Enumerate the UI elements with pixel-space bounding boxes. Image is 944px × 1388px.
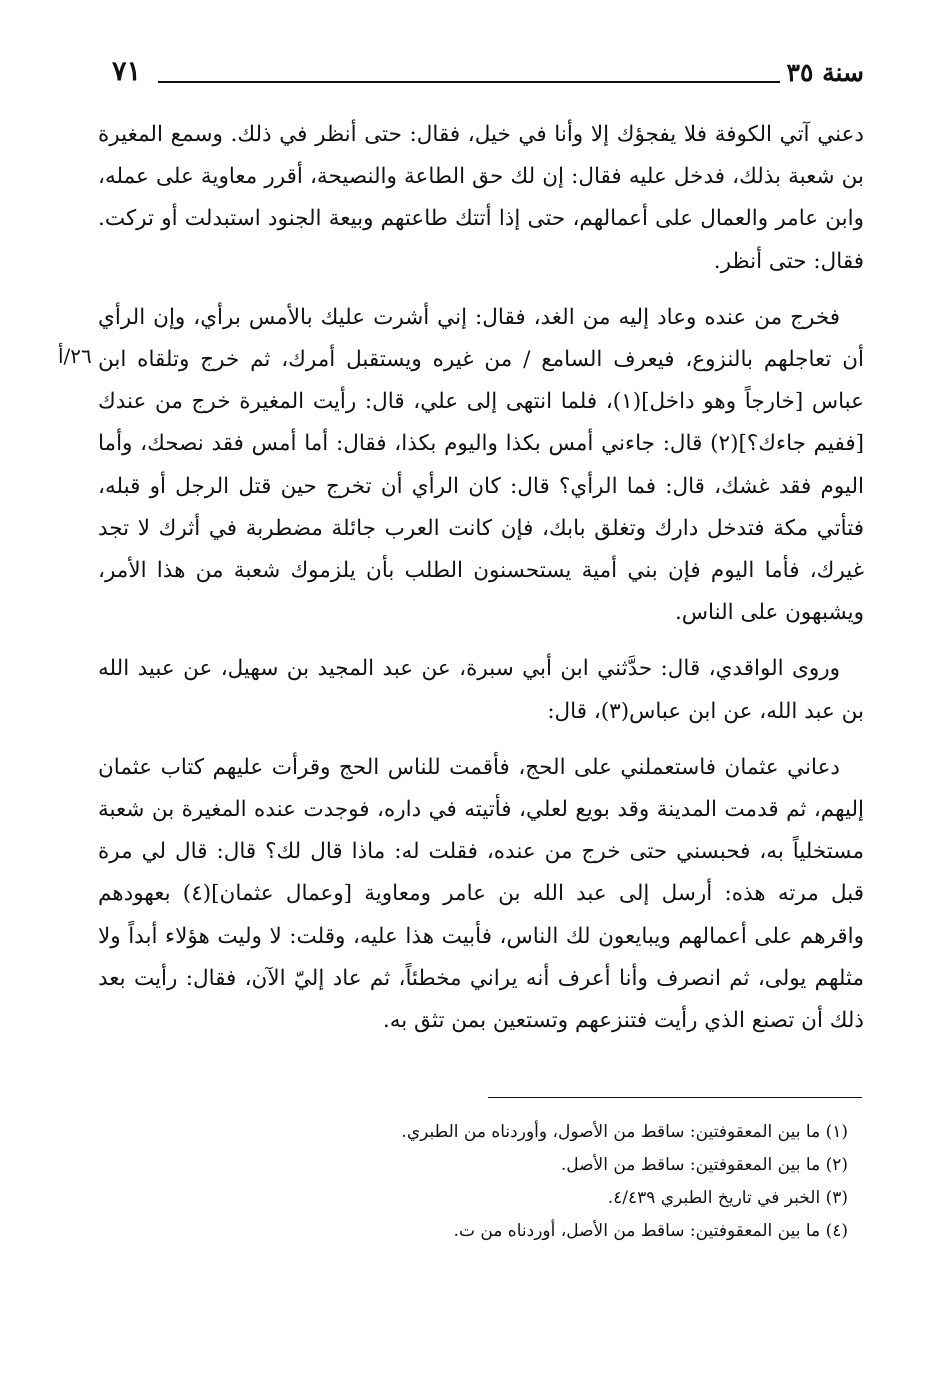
header-rule xyxy=(158,81,780,83)
footnote-3: (٣) الخبر في تاريخ الطبري ٤/٤٣٩. xyxy=(607,1188,848,1208)
paragraph-4: دعاني عثمان فاستعملني على الحج، فأقمت للناس الحج وقرأت عليهم كتاب عثمان إليهم، ثم قدمت المدينة وقد بويع لعلي، فأتيته في داره، فوجدت عنده المغيرة بن شعبة مستخلياً به، فحبسني حتى خرج من عنده، فقلت له: ماذا قال لك؟ قال: قال لي مرة قبل مرته هذه: أرسل إلى عبد الله بن عامر ومعاوية [وعمال عثمان](٤) بعهودهم واقرهم على أعمالهم ويبايعون لك الناس، فأبيت هذا عليه، وقلت: لا وليت هؤلاء أبداً ولا مثلهم يولى، ثم انصرف وأنا أعرف أنه يراني مخطئاً، ثم عاد إليّ الآن، فقال: رأيت بعد ذلك أن تصنع الذي رأيت فتنزعهم وتستعين بمن تثق به. xyxy=(98,754,864,1034)
main-text xyxy=(98,114,864,1056)
folio-marginal-note: ٢٦/أ xyxy=(58,344,92,368)
running-head-year: سنة ٣٥ xyxy=(786,58,864,87)
paragraph-2: فخرج من عنده وعاد إليه من الغد، فقال: إني أشرت عليك بالأمس برأي، وإن الرأي أن تعاجلهم بالنزوع، فيعرف السامع / من غيره ويستقبل أمرك، ثم خرج وتلقاه ابن عباس [خارجاً وهو داخل](١)، فلما انتهى إلى علي، قال: رأيت المغيرة خرج من عندك [ففيم جاءك؟](٢) قال: جاءني أمس بكذا واليوم بكذا، فقال: أما أمس فقد نصحك، وأما اليوم فقد غشك، قال: فما الرأي؟ قال: كان الرأي أن تخرج حين قتل الرجل أو قبله، فتأتي مكة فتدخل دارك وتغلق بابك، فإن كانت العرب جائلة مضطربة في أثرك لا تجد غيرك، فأما اليوم فإن بني أمية يستحسنون الطلب بأن يلزموك شعبة من هذا الأمر، ويشبهون على الناس. xyxy=(98,304,864,626)
footnote-4: (٤) ما بين المعقوفتين: ساقط من الأصل، أوردناه من ت. xyxy=(453,1221,848,1241)
footnote-separator xyxy=(488,1097,862,1098)
paragraph-3: وروى الواقدي، قال: حدَّثني ابن أبي سبرة، عن عبد المجيد بن سهيل، عن عبيد الله بن عبد الله، عن ابن عباس(٣)، قال: xyxy=(98,656,864,724)
footnote-1: (١) ما بين المعقوفتين: ساقط من الأصول، وأوردناه من الطبري. xyxy=(401,1122,848,1142)
footnotes xyxy=(300,1116,848,1248)
page-number: ٧١ xyxy=(112,56,142,87)
page-header xyxy=(112,58,864,98)
paragraph-1: دعني آتي الكوفة فلا يفجؤك إلا وأنا في خيل، فقال: حتى أنظر في ذلك. وسمع المغيرة بن شعبة بذلك، فدخل عليه فقال: إن لك حق الطاعة والنصيحة، أقرر معاوية على عمله، وابن عامر والعمال على أعمالهم، حتى إذا أتتك طاعتهم وبيعة الجنود استبدلت أو تركت. فقال: حتى أنظر. xyxy=(98,122,864,274)
footnote-2: (٢) ما بين المعقوفتين: ساقط من الأصل. xyxy=(560,1155,848,1175)
